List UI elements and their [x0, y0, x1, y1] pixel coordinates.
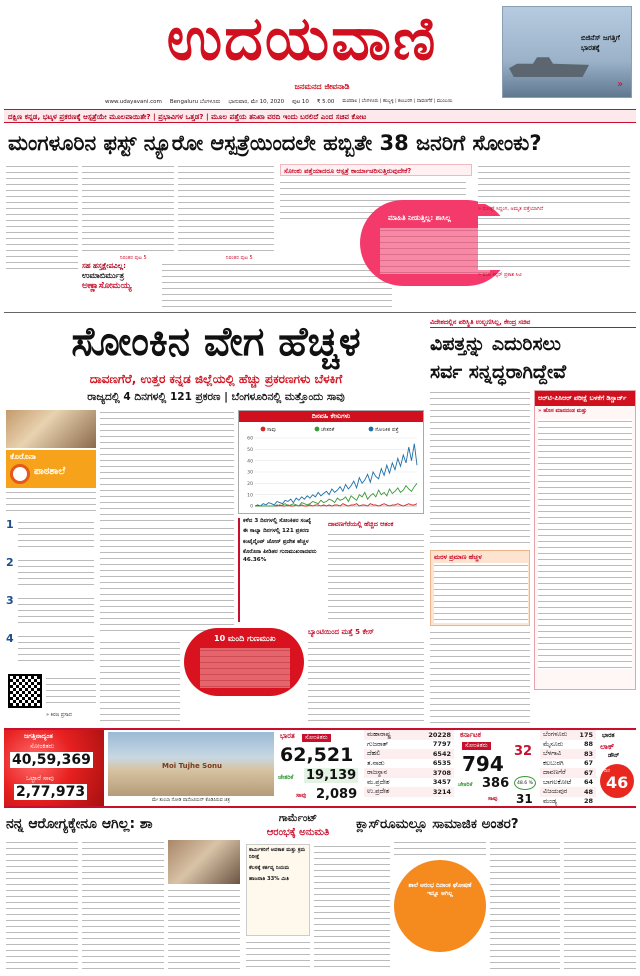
lead-continued-2[interactable]: ನಿರಂತರ ಪುಟ 5 — [226, 255, 253, 261]
districts-table — [540, 730, 596, 806]
karnataka-cases: 794 — [462, 752, 504, 776]
promo-text: ಬಿಜಿನೆಸ್ ಜಗತ್ತಿಗೆ ಭಾರತಕ್ಕೆ — [581, 34, 620, 52]
district-row — [540, 740, 596, 750]
davanagere-title[interactable]: ದಾವಣಗೆರೆಯಲ್ಲಿ ಹೆಚ್ಚಿದ ಆತಂಕ — [328, 520, 394, 528]
district-row — [540, 759, 596, 769]
lockdown-day-badge — [600, 764, 634, 798]
step-number: 4 — [6, 632, 14, 645]
masthead-title: ಉದಯವಾಣಿ — [166, 4, 438, 74]
lead-column-4 — [162, 262, 392, 308]
main-story-col-1 — [100, 410, 234, 522]
karnataka-stats — [458, 730, 540, 806]
world-cases-label: ಸೋಂಕಿತರು — [30, 742, 55, 750]
step-text — [18, 520, 94, 550]
qr-caption — [46, 676, 96, 706]
karnataka-pct: 48.6 % — [514, 776, 536, 790]
bottom-left-col-1 — [6, 840, 78, 972]
virus-icon — [10, 464, 30, 484]
lead-right-col — [478, 164, 636, 312]
bottom-circle — [394, 860, 486, 952]
state-row — [364, 768, 454, 778]
karnataka-deaths: 31 — [516, 792, 533, 806]
step-text — [18, 634, 94, 664]
state-name: ಗುಜರಾತ್ — [367, 739, 389, 748]
state-value: 3457 — [432, 778, 451, 787]
bottom-mid-headline[interactable]: ಆರಂಭಕ್ಕೆ ಅನುಮತಿ — [266, 827, 330, 838]
india-deaths-label: ಸಾವು — [296, 792, 307, 799]
bottom-left-photo — [168, 840, 240, 884]
india-cases: 62,521 — [280, 744, 354, 766]
ship-icon — [509, 55, 589, 77]
right-story-col-1 — [430, 390, 530, 546]
info-circle-text — [380, 228, 490, 274]
state-value: 20228 — [428, 730, 451, 739]
sea-level-box — [430, 550, 530, 626]
y-tick-label: 50 — [247, 447, 253, 453]
corona-line1: ಕೊರೊನಾ — [10, 452, 36, 461]
sea-level-text — [434, 563, 528, 623]
step-number: 3 — [6, 594, 14, 607]
corona-pathashale-box — [6, 410, 96, 724]
step-number: 2 — [6, 556, 14, 569]
rtpcr-box — [534, 390, 636, 690]
state-value: 3214 — [432, 787, 451, 796]
bottom-right-headline[interactable]: ಕ್ಲಾಸ್‌ರೂಮಲ್ಲೂ ಸಾಮಾಜಿಕ ಅಂತರ? — [356, 816, 519, 832]
masthead — [0, 0, 640, 104]
legend-label: ಸಾವು — [267, 427, 276, 433]
y-tick-label: 30 — [247, 470, 253, 476]
state-value: 3708 — [432, 768, 451, 777]
corona-intro-text — [6, 490, 96, 514]
info-circle-title: ಮಾಹಿತಿ ನೀಡುತ್ತಿಲ್ಲ: ಶಾಸಿಲ್ಲ — [388, 214, 451, 222]
legend-swatch — [369, 427, 374, 432]
davanagere-text — [328, 532, 424, 624]
state-name: ಮಹಾರಾಷ್ಟ್ರ — [367, 730, 391, 739]
chart-title: ದಿನವಹಿ ಕೇಸುಗಳು — [239, 411, 423, 422]
right-note-2[interactable]: » ಐಜಾ ಕನ್ಸರ್ ಪ್ರಕಾಶ ಸಿಟಿ — [478, 272, 522, 278]
series-line-2 — [255, 444, 417, 506]
infobox-item-4: ಕೊರೊನಾ ಪೀಡಿತರ ಗುಣಮುಖರಾದವರು 46.36% — [243, 549, 317, 563]
world-stats — [4, 730, 104, 806]
main-subheading-2: ರಾಜ್ಯದಲ್ಲಿ 4 ದಿನಗಳಲ್ಲಿ 121 ಪ್ರಕರಣ | ಬೆಂಗಳೂರಿನಲ್ಲಿ ಮತ್ತೊಂದು ಸಾವು — [87, 391, 345, 403]
step-number: 1 — [6, 518, 14, 531]
right-col-text-2 — [478, 216, 630, 270]
rtpcr-box-note: » ಹೊಸ ಮಾನದಂಡ ಮತ್ತು — [538, 408, 587, 414]
district-value: 28 — [583, 797, 593, 806]
karnataka-recovered-label: ಚೇತರಿಕೆ — [458, 782, 473, 788]
recovered-circle — [184, 628, 304, 696]
right-headline-2[interactable]: ಸರ್ವ ಸನ್ನದ್ಧರಾಗಿದ್ದೇವೆ — [430, 361, 567, 383]
main-story-col-3 — [100, 640, 180, 724]
district-name: ಮಂಡ್ಯ — [543, 796, 558, 805]
mid-box-item-2: ಕೆಲಸಕ್ಕೆ ಕರ್ತವ್ಯ ನಿಯಮ — [249, 865, 290, 871]
infobox-item-1: ಕಳೆದ 3 ದಿನಗಳಲ್ಲಿ ಸೋಂಕಿತರ ಸಂಖ್ಯೆ — [243, 518, 312, 524]
daily-cases-chart — [238, 410, 424, 514]
bottom-left-col-2 — [82, 840, 164, 972]
bottom-mid-kicker: ಗಾರ್ಮೆಂಟ್ — [278, 813, 318, 824]
y-tick-label: 60 — [247, 436, 253, 442]
district-name: ಕಲಬುರಗಿ — [543, 758, 564, 767]
state-row — [364, 740, 454, 750]
legend-label: ಚೇತರಿಕೆ — [321, 427, 335, 433]
district-value: 64 — [583, 778, 593, 787]
price: ₹ 5.00 — [316, 99, 335, 105]
masthead-tagline: ಜನಮನದ ಜೀವನಾಡಿ — [294, 82, 350, 91]
corona-banner — [6, 450, 96, 488]
recovered-circle-text — [200, 648, 290, 688]
state-value: 6542 — [432, 749, 451, 758]
district-name: ಬೆಂಗಳೂರು — [543, 730, 568, 739]
right-story-col-2 — [430, 630, 530, 724]
edition-name: Bengaluru ಬೆಂಗಳೂರು — [169, 99, 221, 105]
world-cases: 40,59,369 — [12, 752, 91, 768]
district-row — [540, 778, 596, 788]
district-name: ವಿಜಯಪುರ — [543, 787, 568, 796]
editions-list: ಮಣಿಪಾಲ | ಬೆಂಗಳೂರು | ಹುಬ್ಬಳ್ಳಿ | ಕಲಬುರಗಿ | ದಾವಣಗೆರೆ | ಮುಂಬಯಿ — [342, 99, 453, 104]
promo-arrow: » — [617, 79, 624, 90]
bottom-left-headline[interactable]: ನನ್ನ ಆರೋಗ್ಯಕ್ಕೇನೂ ಆಗಿಲ್ಲ: ಶಾ — [6, 816, 153, 832]
bottom-right-col-2 — [490, 840, 560, 972]
corona-line2: ಪಾಠಶಾಲೆ — [34, 466, 66, 477]
corona-steps — [6, 518, 96, 670]
main-infobox — [238, 518, 324, 622]
y-tick-label: 0 — [250, 504, 253, 510]
photo-food — [6, 410, 96, 448]
lead-column-1 — [6, 164, 78, 272]
bottom-mid-col-2 — [314, 844, 390, 972]
lead-column-3 — [178, 164, 274, 254]
side-label-1: ಸಹ ಹಸ್ತಕ್ಷೇಪವಿಲ್ಲ: — [82, 262, 126, 270]
lockdown-word1: ಲಾಕ್ — [600, 742, 615, 751]
karnataka-cases-label: ಸೋಂಕಿತರು — [462, 742, 491, 750]
step-text — [18, 558, 94, 588]
masthead-info-bar — [105, 98, 495, 106]
state-row — [364, 759, 454, 769]
y-tick-label: 10 — [247, 493, 253, 499]
promo-photo[interactable] — [502, 6, 632, 98]
district-name: ಬಾಗಲಕೋಟೆ — [543, 777, 572, 786]
legend-swatch — [261, 427, 266, 432]
state-name: ಉ.ಪ್ರದೇಶ — [367, 787, 390, 796]
state-name: ರಾಜಸ್ಥಾನ — [367, 768, 388, 777]
mid-box-item-1: ಕಾರ್ಮಿಕರಿಗೆ ಅವಕಾಶ ಮತ್ತು ಕ್ರಮ ನಿರೀಕ್ಷೆ — [249, 847, 306, 860]
right-kicker: ವಿದೇಶದಲ್ಲಿನ ಪರಿಸ್ಥಿತಿ ಉಲ್ಬಣಿಸಿಲ್ಲ, ಕೇಂದ್ರ ಸಚಿವ — [430, 316, 636, 328]
lead-headline[interactable]: ಮಂಗಳೂರಿನ ಫಸ್ಟ್ ನ್ಯೂರೋ ಆಸ್ಪತ್ರೆಯಿಂದಲೇ ಹಬ್ಬಿತೇ 38 ಜನರಿಗೆ ಸೋಂಕು? — [8, 131, 542, 155]
state-row — [364, 787, 454, 797]
states-table — [364, 730, 454, 797]
step-4 — [6, 632, 96, 668]
state-row — [364, 778, 454, 788]
state-value: 7797 — [432, 740, 451, 749]
main-headline[interactable]: ಸೋಂಕಿನ ವೇಗ ಹೆಚ್ಚಳ — [71, 319, 361, 365]
qr-code-icon[interactable] — [8, 674, 42, 708]
district-row — [540, 749, 596, 759]
karnataka-label: ಕರ್ನಾಟಕ — [460, 731, 481, 739]
step-2 — [6, 556, 96, 592]
legend-swatch — [315, 427, 320, 432]
site-url[interactable]: www.udayavani.com — [105, 99, 162, 105]
india-recovered-label: ಚೇತರಿಕೆ — [278, 774, 294, 781]
recovered-circle-title: 10 ಮಂದಿ ಗುಣಮುಖ — [214, 634, 276, 643]
state-row — [364, 730, 454, 740]
lead-continued-1[interactable]: ನಿರಂತರ ಪುಟ 5 — [120, 255, 147, 261]
district-row — [540, 768, 596, 778]
state-row — [364, 749, 454, 759]
top-ticker — [4, 109, 636, 123]
main-subheading-1: ದಾವಣಗೆರೆ, ಉತ್ತರ ಕನ್ನಡ ಜಿಲ್ಲೆಯಲ್ಲಿ ಹೆಚ್ಚು ಪ್ರಕರಣಗಳು ಬೆಳಕಿಗೆ — [89, 372, 343, 386]
sand-art-photo[interactable] — [108, 732, 274, 796]
ticker-text: ದಕ್ಷಿಣ ಕನ್ನಡ, ಭಟ್ಕಳ ಪ್ರಕರಣಕ್ಕೆ ಆಸ್ಪತ್ರೆಯೇ ಮೂಲವಾಯಿತೇ? | ಪ್ರಭಾವಿಗಳ ಒತ್ತಡ? | ಮೂಲ ಪತ್ತೆಯ ತನಿಖಾ ವರದಿ ಇಂದು ಬರಲಿದೆ ಎಂದ ಸಚಿವ ಕೋಟ — [8, 112, 367, 121]
world-deaths-label: ಒಟ್ಟಾರೆ ಸಾವು — [26, 774, 54, 782]
step-text — [18, 596, 94, 626]
karnataka-recovered: 386 — [482, 776, 510, 791]
karnataka-new: 32 — [514, 744, 533, 759]
photo-text: Moi Tujhe Sonu — [162, 762, 222, 770]
district-name: ಮೈಸೂರು — [543, 739, 564, 748]
state-name: ದೆಹಲಿ — [367, 749, 381, 758]
right-note-1[interactable]: » ರೋಕ್ಸ್ ಸಿದ್ದಂಗ, ಅಮೃತ ಪತ್ತೆಯಾಗಿದೆ — [478, 206, 544, 212]
lockdown-label: ಭಾರತ — [602, 732, 615, 739]
rtpcr-box-title[interactable]: ಆರ್‌ಟಿ-ಪಿಸಿಆರ್ ಪರೀಕ್ಷೆ ಬಳಕೆಗೆ ಡಿಸ್ಚಾರ್ಜ್ — [535, 391, 635, 406]
main-story-col-2 — [100, 526, 234, 636]
state-value: 6535 — [432, 759, 451, 768]
world-label: ಜಗತ್ತಿನಾದ್ಯಂತ — [24, 732, 53, 740]
y-tick-label: 20 — [247, 481, 253, 487]
stats-band — [4, 728, 636, 808]
world-deaths: 2,77,973 — [16, 784, 86, 800]
right-col-text-1 — [478, 164, 630, 204]
district-row — [540, 797, 596, 807]
district-value: 67 — [583, 759, 593, 768]
lockdown-counter — [598, 730, 636, 806]
rtpcr-box-text — [538, 419, 632, 669]
india-cases-label: ಸೋಂಕಿತರು — [302, 734, 331, 742]
step-1 — [6, 518, 96, 554]
lead-column-2 — [82, 164, 174, 254]
lockdown-day-label: ದಿನ — [604, 768, 611, 774]
district-name: ದಾವಣಗೆರೆ — [543, 768, 566, 777]
lead-side-label — [82, 262, 158, 291]
district-row — [540, 730, 596, 740]
india-label: ಭಾರತ — [280, 732, 295, 740]
bhatkal-title[interactable]: ಬ್ಯಾಂಟಿಯಿಂದ ಮತ್ತೆ 5 ಕೇಸ್ — [308, 628, 374, 636]
issue-date: ಭಾನುವಾರ, ಮೇ 10, 2020 — [228, 99, 285, 105]
district-row — [540, 787, 596, 797]
bhatkal-text — [308, 640, 424, 724]
lockdown-day: 46 — [606, 773, 629, 792]
bottom-mid-col-1 — [246, 940, 310, 972]
page-count: ಪುಟ 10 — [292, 99, 309, 105]
lockdown-word2: ಡೌನ್ — [608, 752, 620, 759]
side-label-2: ಉಮಾಬಿರ್ಮುತ್ರ — [82, 271, 125, 280]
india-stats — [278, 730, 362, 806]
india-deaths: 2,089 — [316, 787, 358, 802]
bottom-right-col-3 — [564, 840, 636, 972]
mid-box-item-3: ಹಾಜರಾತಿ 33% ಮಿತಿ — [249, 876, 289, 882]
bottom-mid-box — [246, 844, 310, 936]
right-headline-1[interactable]: ವಿಪತ್ತನ್ನು ಎದುರಿಸಲು — [430, 333, 561, 355]
lead-divider — [4, 312, 636, 313]
bottom-left-col-3 — [168, 888, 240, 972]
side-label-3: ಅಣ್ಣಾಸೋಮಯ್ಯ — [82, 281, 132, 291]
india-recovered: 19,139 — [306, 768, 357, 783]
sea-level-title[interactable]: ಮರಳ ಪ್ರಮಾಣ ಹೆಚ್ಚಳ — [434, 553, 482, 561]
infobox-item-2: ಈ ಸಾಲ್ಯಾ ದಿನಗಳಲ್ಲಿ 121 ಪ್ರಕರಣ — [243, 528, 309, 535]
district-value: 175 — [579, 730, 593, 739]
karnataka-deaths-label: ಸಾವು — [488, 796, 498, 802]
district-value: 83 — [583, 749, 593, 758]
bottom-circle-text: ಶಾಲೆ ಆರಂಭ ದಿನಾಂಕ ಘೋಷಣೆ ಇನ್ನೂ ಆಗಿಲ್ಲ — [408, 882, 472, 897]
district-value: 88 — [583, 740, 593, 749]
lead-subheading[interactable]: ಸೋಂಕು ಪತ್ತೆಯಾದರೂ ಆಸ್ಪತ್ರೆ ಕಾರ್ಯಾಚರಿಸುತ್ತಿರುವುದೇಕೆ? — [280, 164, 472, 176]
infobox-item-3: ಕಂಟೈನ್ಮೆಂಟ್ ಜೋನ್ ಪ್ರದೇಶ ಹೆಚ್ಚಳ — [243, 538, 309, 545]
y-tick-label: 40 — [247, 459, 253, 465]
step-3 — [6, 594, 96, 630]
legend-label: ಸೋಂಕಿತ ಪತ್ತೆ — [375, 427, 399, 433]
district-value: 67 — [583, 768, 593, 777]
state-name: ಮ.ಪ್ರದೇಶ — [367, 777, 390, 786]
corona-credit: » ಕಿರಣ ಪ್ರಸಾದ — [46, 712, 72, 718]
state-name: ತ.ನಾಡು — [367, 758, 385, 767]
district-value: 48 — [583, 787, 593, 796]
chart-plot — [239, 422, 423, 514]
photo-caption: ಮೇ ತುಂಬಾ ನೋಡಿ ಪಾಸೆಂಟಿಯನ್ ಕೊಡಿಸಿರುವ ಚಿತ್ರ — [151, 798, 230, 803]
bottom-right-col-1 — [394, 840, 486, 858]
district-name: ಬೆಳಗಾವಿ — [543, 749, 562, 758]
